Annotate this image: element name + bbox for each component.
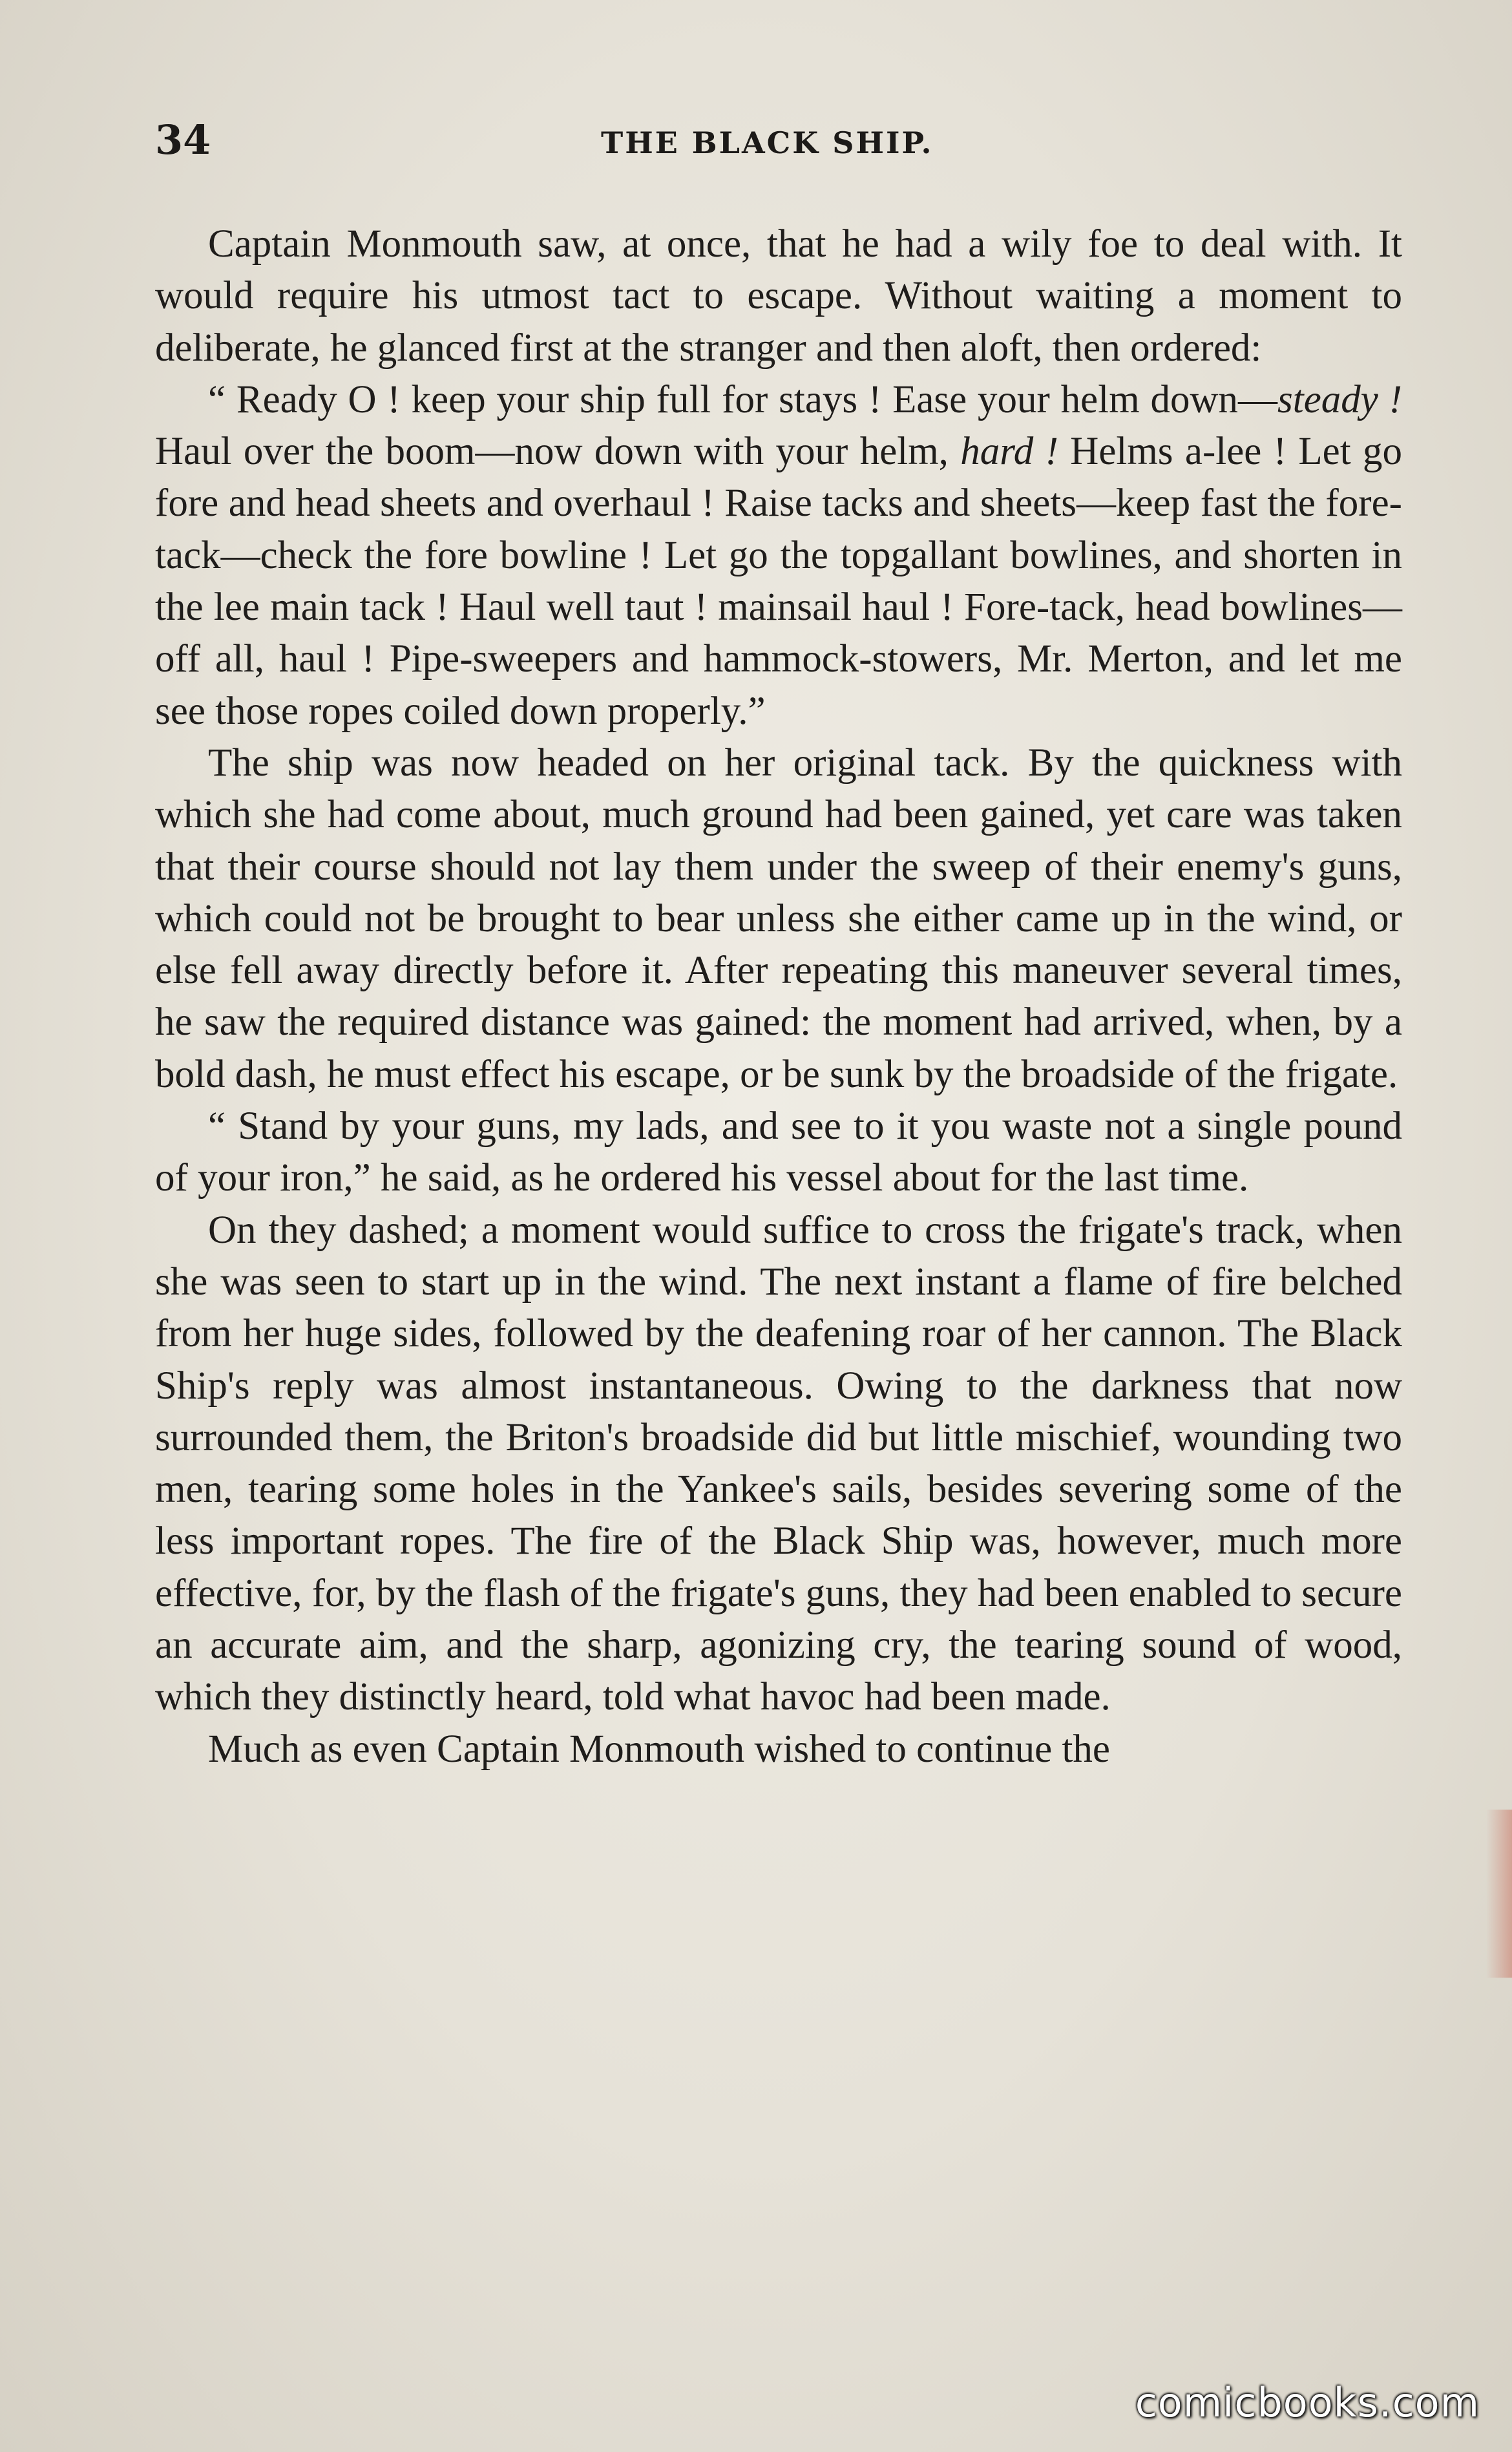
paragraph-3: The ship was now headed on her original tack. By the quickness with which she had come about, much ground had been gained, yet care was taken that their course should not lay them under the sweep of their enemy's guns, which could not be brought to bear unless she either came up in the wind, or else fell away directly before it. After repeating this maneuver several times, he saw the required distance was gained: the moment had arrived, when, by a bold dash, he must effect his escape, or be sunk by the broadside of the frigate. — [155, 741, 1402, 1096]
order-part-2: Haul over the boom—now down with your helm, — [155, 430, 961, 474]
paragraph-2 — [155, 374, 1402, 737]
running-head: THE BLACK SHIP. — [601, 125, 934, 160]
site-watermark: comicbooks.com — [1135, 2379, 1480, 2426]
order-part-3: Helms a-lee ! Let go fore and head sheets and overhaul ! Raise tacks and sheets—keep fast the fore-tack—check the fore bowline ! Let go the topgallant bowlines, and shorten in the lee main tack ! Haul well taut ! mainsail haul ! Fore-tack, head bowlines—off all, haul ! Pipe-sweepers and hammock-stowers, Mr. Merton, and let me see those ropes coiled down properly.” — [155, 430, 1402, 733]
paragraph-5: On they dashed; a moment would suffice to cross the frigate's track, when she was seen to start up in the wind. The next instant a flame of fire belched from her huge sides, followed by the deafening roar of her cannon. The Black Ship's reply was almost instantaneous. Owing to the darkness that now surrounded them, the Briton's broadside did but little mischief, wounding two men, tearing some holes in the Yankee's sails, besides severing some of the less important ropes. The fire of the Black Ship was, however, much more effective, for, by the flash of the frigate's guns, they had been enabled to secure an accurate aim, and the sharp, agonizing cry, the tearing sound of wood, which they distinctly heard, told what havoc had been made. — [155, 1208, 1402, 1719]
paragraph-4: “ Stand by your guns, my lads, and see to it you waste not a single pound of your iron,” he said, as he ordered his vessel about for the last time. — [155, 1104, 1402, 1200]
page-number: 34 — [155, 116, 211, 164]
paragraph-1: Captain Monmouth saw, at once, that he had a wily foe to deal with. It would require his utmost tact to escape. Without waiting a moment to deliberate, he glanced first at the stranger and then aloft, then ordered: — [155, 222, 1402, 370]
order-steady: steady ! — [1277, 377, 1402, 421]
paragraph-6: Much as even Captain Monmouth wished to continue the — [208, 1727, 1110, 1771]
order-part-1: “ Ready O ! keep your ship full for stays ! Ease your helm down— — [208, 377, 1278, 421]
order-hard: hard ! — [960, 430, 1058, 474]
page-edge-mark — [1486, 1810, 1512, 1978]
page-header — [155, 116, 1402, 174]
body-text — [155, 218, 1402, 1775]
